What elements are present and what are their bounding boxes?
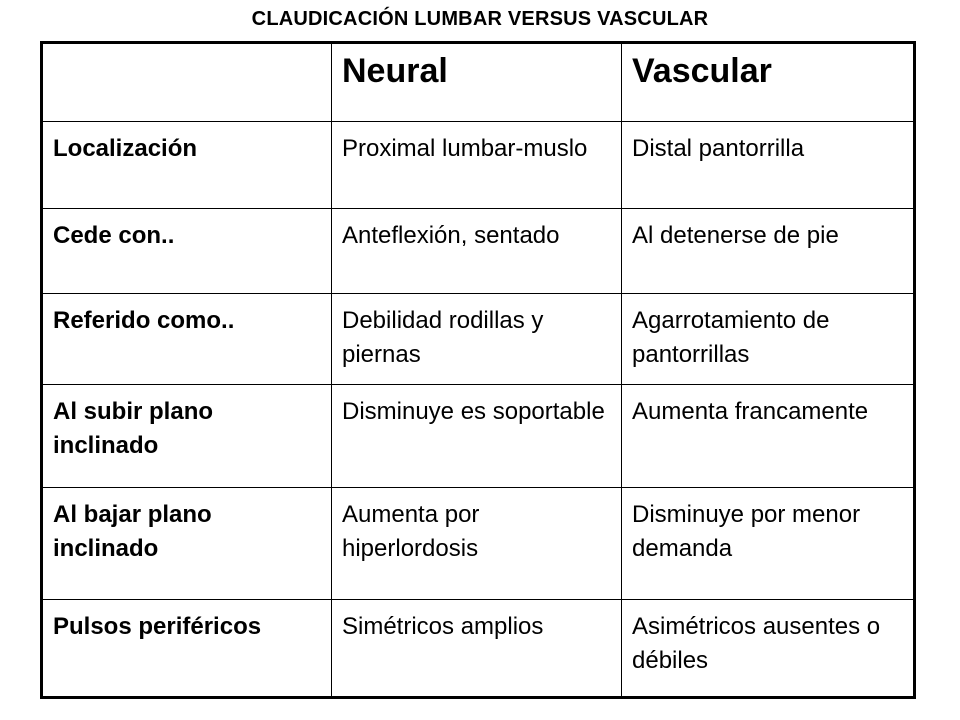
comparison-table	[40, 41, 916, 699]
neural-cell: Simétricos amplios	[332, 599, 622, 697]
row-label: Al subir plano inclinado	[42, 384, 332, 487]
vascular-cell: Asimétricos ausentes o débiles	[622, 599, 915, 697]
neural-cell: Disminuye es soportable	[332, 384, 622, 487]
vascular-cell: Al detenerse de pie	[622, 209, 915, 294]
neural-cell: Aumenta por hiperlordosis	[332, 488, 622, 600]
vascular-cell: Distal pantorrilla	[622, 121, 915, 209]
row-label: Al bajar plano inclinado	[42, 488, 332, 600]
table-row	[42, 209, 915, 294]
neural-cell: Anteflexión, sentado	[332, 209, 622, 294]
vascular-cell: Disminuye por menor demanda	[622, 488, 915, 600]
row-label: Localización	[42, 121, 332, 209]
header-cell-neural: Neural	[332, 43, 622, 122]
header-cell-vascular: Vascular	[622, 43, 915, 122]
table-row	[42, 294, 915, 385]
neural-cell: Proximal lumbar-muslo	[332, 121, 622, 209]
page-title: CLAUDICACIÓN LUMBAR VERSUS VASCULAR	[251, 8, 709, 30]
neural-cell: Debilidad rodillas y piernas	[332, 294, 622, 385]
row-label: Pulsos periféricos	[42, 599, 332, 697]
table-row	[42, 488, 915, 600]
row-label: Cede con..	[42, 209, 332, 294]
row-label: Referido como..	[42, 294, 332, 385]
table-header-row	[42, 43, 915, 122]
vascular-cell: Agarrotamiento de pantorrillas	[622, 294, 915, 385]
table-row	[42, 121, 915, 209]
header-cell-empty	[42, 43, 332, 122]
table-row	[42, 599, 915, 697]
table-row	[42, 384, 915, 487]
vascular-cell: Aumenta francamente	[622, 384, 915, 487]
